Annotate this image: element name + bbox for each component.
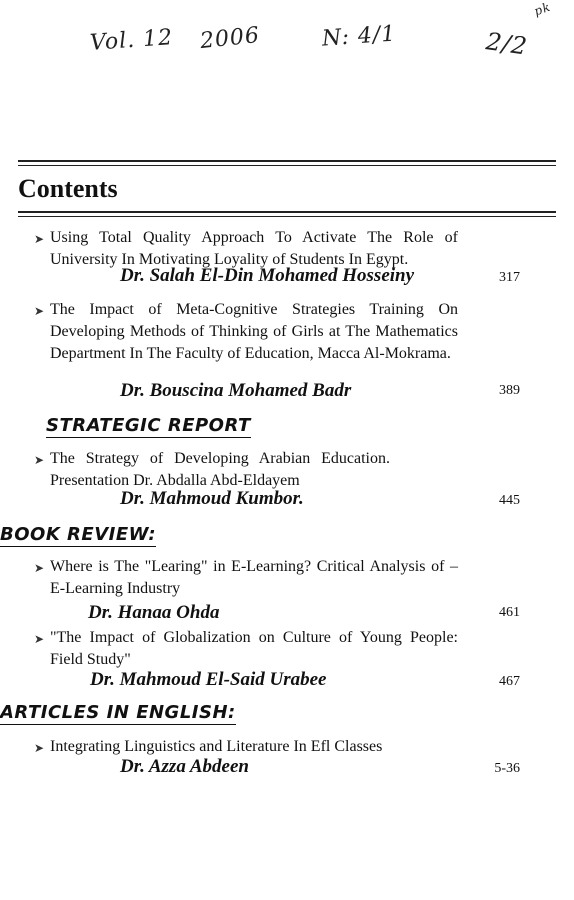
- toc-entry-page: 389: [499, 383, 520, 398]
- section-heading-articles-in-english: ARTICLES IN ENGLISH:: [0, 702, 236, 723]
- toc-entry-page: 467: [499, 674, 520, 689]
- toc-entry-title: Integrating Linguistics and Literature In Efl Classes: [50, 738, 383, 755]
- handwritten-corner-mark: pk: [532, 0, 553, 19]
- toc-entry-author: Dr. Mahmoud El-Said Urabee: [90, 669, 327, 690]
- toc-entry: [34, 627, 520, 690]
- arrow-bullet-icon: ➤: [34, 561, 45, 575]
- arrow-bullet-icon: ➤: [34, 632, 45, 646]
- toc-entry: [34, 736, 520, 777]
- toc-entry: [34, 448, 520, 509]
- section-heading-book-review: BOOK REVIEW:: [0, 524, 157, 545]
- toc-entry-title: The Impact of Meta-Cognitive Strategies Training On Developing Methods of Thinking of Girls at The Mathematics Department In The Faculty of Education, Macca Al-Mokrama.: [50, 301, 458, 362]
- toc-entry-author: Dr. Salah El-Din Mohamed Hosseiny: [120, 265, 415, 286]
- toc-entry-title: Where is The "Learing" in E-Learning? Critical Analysis of – E-Learning Industry: [50, 558, 458, 597]
- toc-entry-author: Dr. Hanaa Ohda: [88, 602, 220, 623]
- toc-entry-title: Using Total Quality Approach To Activate The Role of University In Motivating Loyality of Students In Egypt.: [50, 229, 458, 268]
- arrow-bullet-icon: ➤: [34, 741, 45, 755]
- handwritten-number: N: 4/1: [321, 21, 398, 52]
- arrow-bullet-icon: ➤: [34, 232, 45, 246]
- toc-entry-author: Dr. Azza Abdeen: [120, 756, 249, 777]
- contents-rule-1: [18, 211, 556, 213]
- toc-entry: [34, 299, 520, 401]
- toc-entry-author: Dr. Bouscina Mohamed Badr: [120, 380, 352, 401]
- section-heading-strategic-report: STRATEGIC REPORT: [46, 415, 251, 436]
- toc-entry-page: 5-36: [494, 761, 520, 776]
- toc-entry: [34, 227, 520, 286]
- handwritten-volume: Vol. 12: [89, 25, 174, 56]
- contents-title: Contents: [18, 174, 118, 203]
- toc-entry-page: 461: [499, 605, 520, 620]
- toc-entry-page: 317: [499, 270, 520, 285]
- toc-entry-title: The Strategy of Developing Arabian Education. Presentation Dr. Abdalla Abd-Eldayem: [50, 450, 390, 489]
- handwritten-page-fraction: 2/2: [484, 27, 530, 61]
- arrow-bullet-icon: ➤: [34, 304, 45, 318]
- toc-entry-author: Dr. Mahmoud Kumbor.: [120, 488, 304, 509]
- toc-entry: [34, 556, 520, 623]
- toc-entry-page: 445: [499, 493, 520, 508]
- handwritten-year: 2006: [198, 22, 262, 55]
- toc-entry-title: "The Impact of Globalization on Culture of Young People: Field Study": [50, 629, 458, 668]
- top-double-rule-1: [18, 160, 556, 162]
- contents-rule-2: [18, 216, 556, 217]
- arrow-bullet-icon: ➤: [34, 453, 45, 467]
- top-double-rule-2: [18, 165, 556, 166]
